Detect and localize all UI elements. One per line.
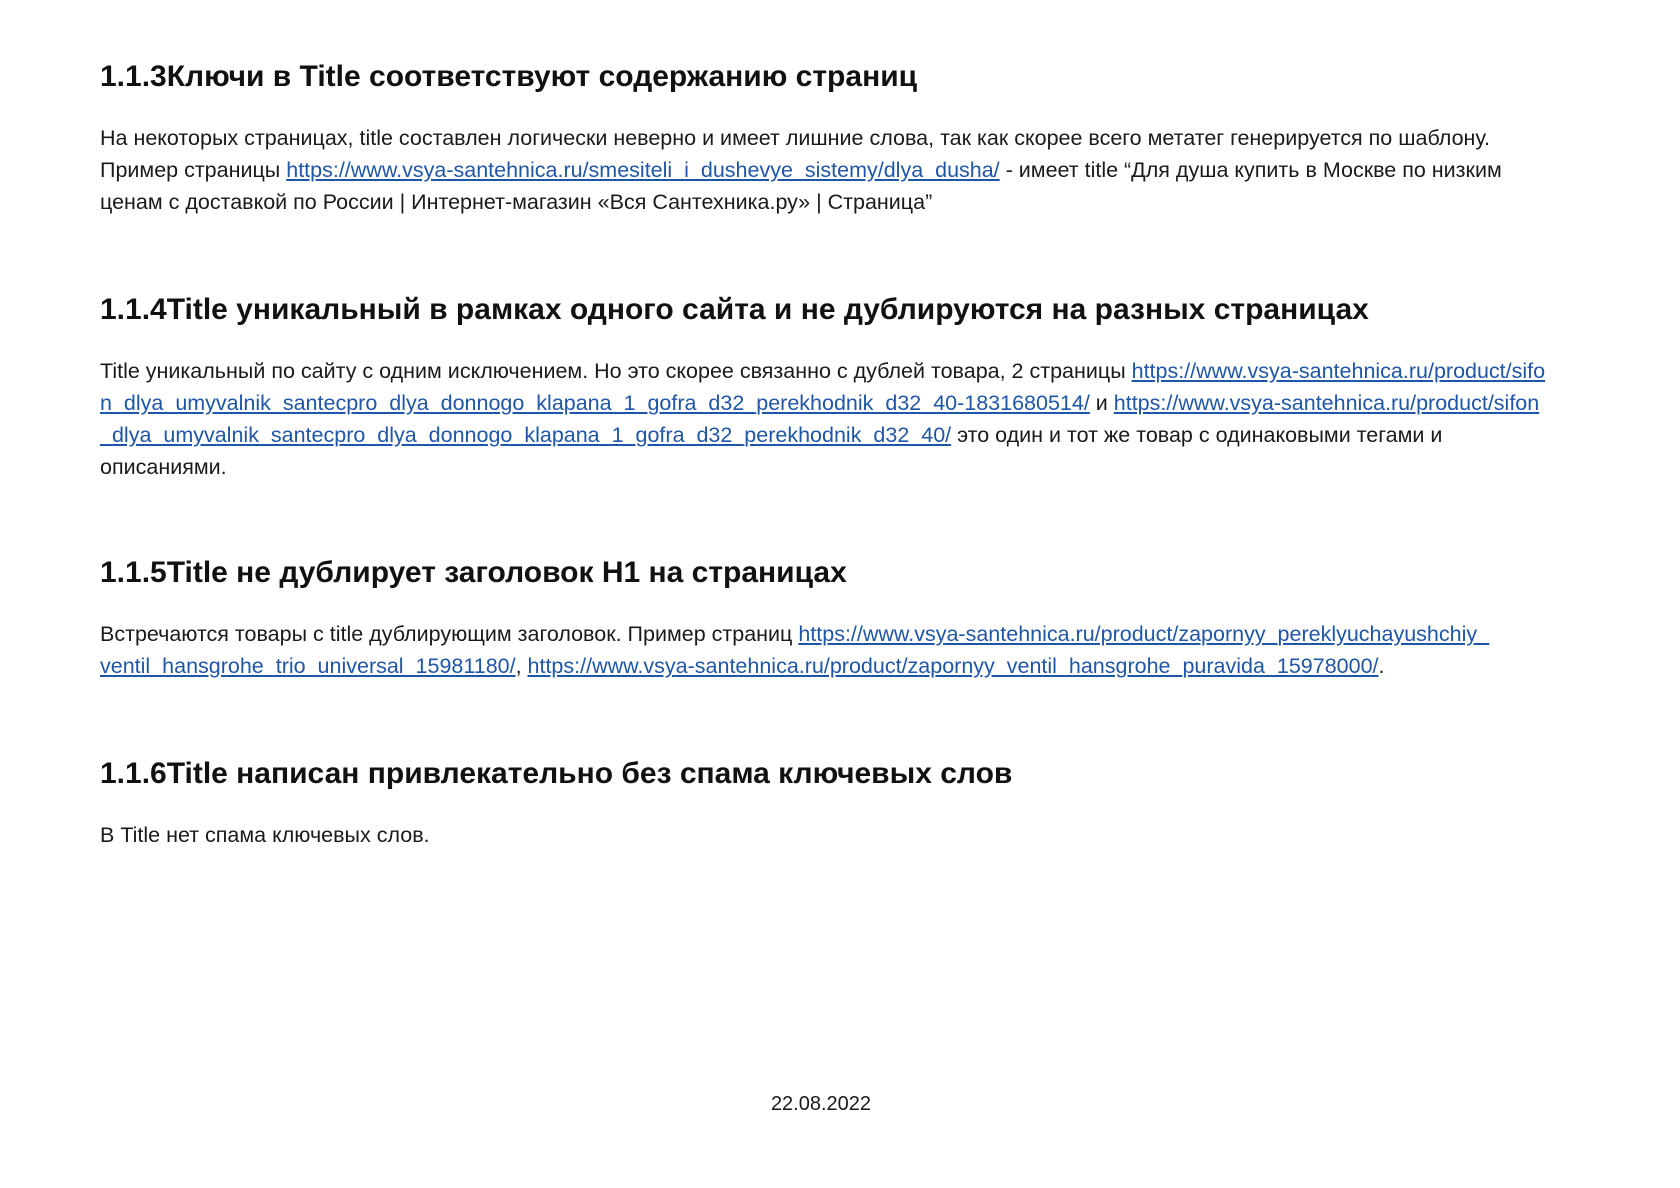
duplicate-product-link-2[interactable]: https://www.vsya-santehnica.ru/product/sifon_dlya_umyvalnik_santecpro_dlya_donnogo_klapana_1_gofra_d32_perekhodnik_d32_40/ xyxy=(100,391,1540,447)
section-1-1-4 xyxy=(100,285,1580,483)
paragraph-text: . xyxy=(1378,654,1385,678)
document-page xyxy=(100,52,1580,851)
section-1-1-5 xyxy=(100,548,1580,682)
paragraph-text: и xyxy=(1089,391,1114,415)
paragraph-text: На некоторых страницах, title составлен логически неверно и имеет лишние слова, так как скорее всего метатег генерируется по шаблону. Пример страницы xyxy=(100,126,1490,182)
paragraph-text: - имеет title “Для душа купить в Москве по низким ценам с доставкой по России | Интернет-магазин «Вся Сантехника.ру» | Страница” xyxy=(100,158,1502,214)
section-heading: 1.1.4Title уникальный в рамках одного сайта и не дублируются на разных страницах xyxy=(100,293,1369,326)
duplicate-product-link-1[interactable]: https://www.vsya-santehnica.ru/product/sifon_dlya_umyvalnik_santecpro_dlya_donnogo_klapana_1_gofra_d32_perekhodnik_d32_40-1831680514/ xyxy=(100,359,1546,415)
section-paragraph xyxy=(100,355,1550,483)
paragraph-text: В Title нет спама ключевых слов. xyxy=(100,823,430,847)
paragraph-text: это один и тот же товар с одинаковыми тегами и описаниями. xyxy=(100,423,1443,479)
example-page-link[interactable]: https://www.vsya-santehnica.ru/smesiteli_i_dushevye_sistemy/dlya_dusha/ xyxy=(286,158,1000,182)
section-paragraph xyxy=(100,122,1532,218)
section-heading: 1.1.6Title написан привлекательно без спама ключевых слов xyxy=(100,757,1013,790)
footer-date: 22.08.2022 xyxy=(770,1093,872,1115)
section-1-1-3 xyxy=(100,52,1580,218)
section-heading: 1.1.3Ключи в Title соответствуют содержанию страниц xyxy=(100,60,918,93)
paragraph-text: Встречаются товары с title дублирующим заголовок. Пример страниц xyxy=(100,622,799,646)
paragraph-text: , xyxy=(515,654,528,678)
section-1-1-6 xyxy=(100,749,1580,851)
section-paragraph xyxy=(100,618,1490,682)
h1-duplicate-link-1[interactable]: https://www.vsya-santehnica.ru/product/zapornyy_pereklyuchayushchiy_ventil_hansgrohe_trio_universal_15981180/ xyxy=(100,622,1490,678)
paragraph-text: Title уникальный по сайту с одним исключением. Но это скорее связанно с дублей товара, 2 страницы xyxy=(100,359,1132,383)
h1-duplicate-link-2[interactable]: https://www.vsya-santehnica.ru/product/zapornyy_ventil_hansgrohe_puravida_15978000/ xyxy=(527,654,1379,678)
section-paragraph xyxy=(100,819,1580,851)
section-heading: 1.1.5Title не дублирует заголовок H1 на страницах xyxy=(100,556,847,589)
